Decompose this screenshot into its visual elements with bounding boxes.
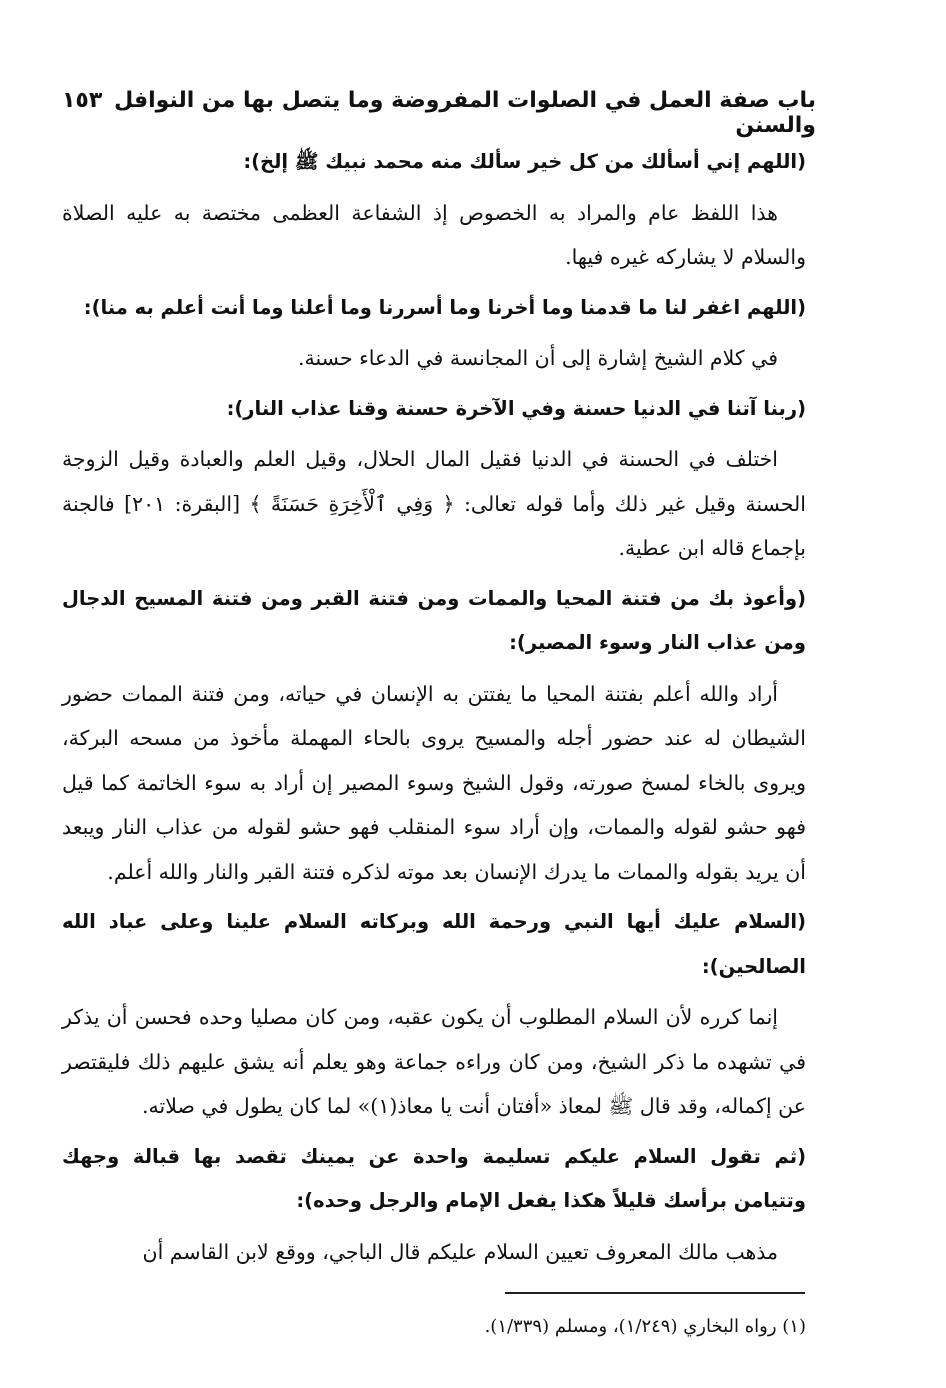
quoted-text-heading: (اللهم اغفر لنا ما قدمنا وما أخرنا وما أسررنا وما أعلنا وما أنت أعلم به منا):	[83, 295, 806, 319]
footnote-divider	[505, 1292, 805, 1294]
page-number: ١٥٣	[62, 88, 103, 113]
running-header	[62, 88, 816, 138]
commentary-paragraph: في كلام الشيخ إشارة إلى أن المجانسة في الدعاء حسنة.	[297, 346, 778, 370]
quoted-text-heading: (ربنا آتنا في الدنيا حسنة وفي الآخرة حسنة وقنا عذاب النار):	[226, 396, 806, 420]
quoted-text-heading: (السلام عليك أيها النبي ورحمة الله وبركاته السلام علينا وعلى عباد الله الصالحين):	[62, 910, 806, 978]
quoted-text-heading: (ثم تقول السلام عليكم تسليمة واحدة عن يمينك تقصد بها قبالة وجهك وتتيامن برأسك قليلاً هكذا يفعل الإمام والرجل وحده):	[62, 1144, 806, 1212]
commentary-paragraph: هذا اللفظ عام والمراد به الخصوص إذ الشفاعة العظمى مختصة به عليه الصلاة والسلام لا يشاركه غيره فيها.	[62, 200, 806, 269]
commentary-paragraph: إنما كرره لأن السلام المطلوب أن يكون عقبه، ومن كان مصليا وحده فحسن أن يذكر في تشهده ما ذكر الشيخ، ومن كان وراءه جماعة وهو يعلم أنه يشق عليهم ذلك فليقتصر عن إكماله، وقد قال ﷺ لمعاذ «أفتان أنت يا معاذ(١)» لما كان يطول في صلاته.	[62, 1005, 806, 1118]
chapter-title: باب صفة العمل في الصلوات المفروضة وما يتصل بها من النوافل والسنن	[114, 88, 816, 138]
commentary-paragraph: مذهب مالك المعروف تعيين السلام عليكم قال الباجي، ووقع لابن القاسم أن	[142, 1239, 778, 1264]
footnote: (١) رواه البخاري (١/٢٤٩)، ومسلم (١/٣٣٩).	[484, 1316, 806, 1337]
main-text	[62, 140, 806, 1280]
commentary-paragraph: اختلف في الحسنة في الدنيا فقيل المال الحلال، وقيل العلم والعبادة وقيل الزوجة الحسنة وقيل غير ذلك وأما قوله تعالى: ﴿ وَفِي ٱلْأَخِرَةِ حَسَنَةً ﴾ [البقرة: ٢٠١] فالجنة بإجماع قاله ابن عطية.	[62, 447, 807, 560]
quoted-text-heading: (وأعوذ بك من فتنة المحيا والممات ومن فتنة القبر ومن فتنة المسيح الدجال ومن عذاب النار وسوء المصير):	[62, 586, 806, 654]
commentary-paragraph: أراد والله أعلم بفتنة المحيا ما يفتتن به الإنسان في حياته، ومن فتنة الممات حضور الشيطان له عند حضور أجله والمسيح يروى بالحاء المهملة مأخوذ من مسحه البركة، ويروى بالخاء لمسخ صورته، وقول الشيخ وسوء المصير إن أراد به سوء الخاتمة كما قيل فهو حشو لقوله والممات، وإن أراد سوء المنقلب فهو حشو لقوله من عذاب النار ويبعد أن يريد بقوله والممات ما يدرك الإنسان بعد موته لذكره فتنة القبر والنار والله أعلم.	[62, 681, 806, 884]
quoted-text-heading: (اللهم إني أسألك من كل خير سألك منه محمد نبيك ﷺ إلخ):	[243, 150, 806, 173]
